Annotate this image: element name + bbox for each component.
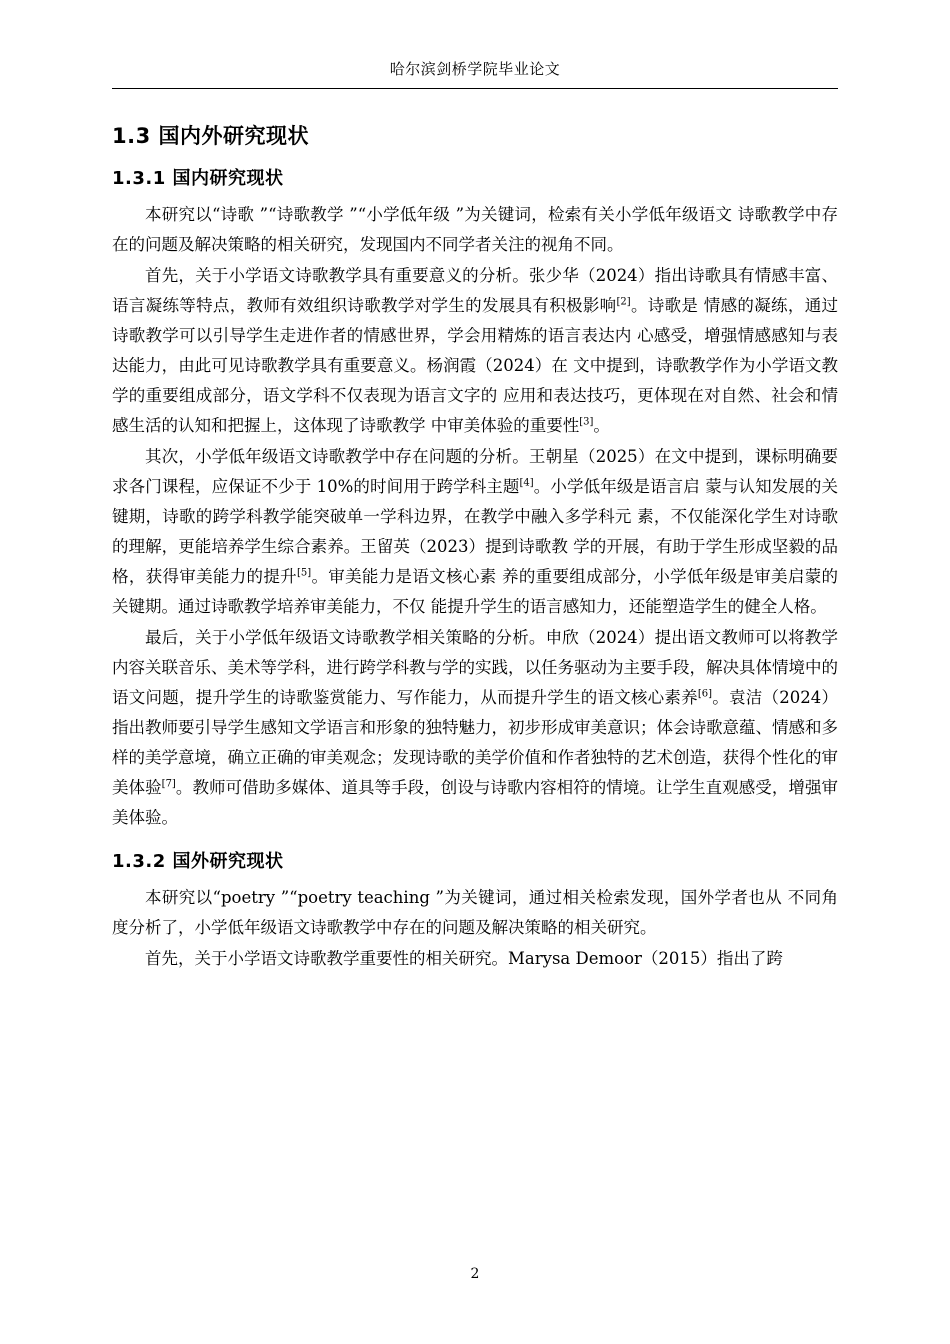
citation-ref-6: [6] xyxy=(697,688,713,700)
paragraph-4 xyxy=(112,623,838,833)
page-number: 2 xyxy=(470,1266,480,1282)
header-divider xyxy=(112,88,838,89)
paragraph-3-part-c: 。审美能力是语文核心素 养的重要组成部分，小学低年级是审美启蒙的关键期。通过诗歌教学培养审美能力，不仅 能提升学生的语言感知力，还能塑造学生的健全人格。 xyxy=(112,567,839,617)
page-content xyxy=(112,112,838,975)
citation-ref-7: [7] xyxy=(161,778,176,790)
paragraph-2-part-b: 。诗歌是 情感的凝练，通过诗歌教学可以引导学生走进作者的情感世界，学会用精炼的语言表达内 心感受，增强情感感知与表达能力，由此可见诗歌教学具有重要意义。杨润霞（2024）在 文中提到，诗歌教学作为小学语文教学的重要组成部分，语文学科不仅表现为语言文字的 应用和表达技巧，更体现在对自然、社会和情感生活的认知和把握上，这体现了诗歌教学 中审美体验的重要性 xyxy=(112,296,839,436)
paragraph-2 xyxy=(112,261,838,441)
paragraph-3 xyxy=(112,442,838,622)
paragraph-3-part-b: 。小学低年级是语言启 蒙与认知发展的关键期，诗歌的跨学科教学能突破单一学科边界，在教学中融入多学科元 素，不仅能深化学生对诗歌的理解，更能培养学生综合素养。王留英（2023）提到诗歌教 学的开展，有助于学生形成坚毅的品格，获得审美能力的提升 xyxy=(112,477,839,587)
paragraph-5: 本研究以“poetry ”“poetry teaching ”为关键词，通过相关检索发现，国外学者也从 不同角度分析了，小学低年级语文诗歌教学中存在的问题及解决策略的相关研究。 xyxy=(112,888,838,938)
citation-ref-3: [3] xyxy=(579,416,594,428)
section-heading-1-3-1: 1.3.1 国内研究现状 xyxy=(112,168,284,189)
citation-ref-2: [2] xyxy=(616,296,631,308)
citation-ref-4: [4] xyxy=(519,477,534,489)
running-header: 哈尔滨剑桥学院毕业论文 xyxy=(389,60,561,78)
paragraph-4-part-c: 。教师可借助多媒体、道具等手段，创设与诗歌内容相符的情境。让学生直观感受，增强审美体验。 xyxy=(112,778,839,828)
paragraph-6: 首先，关于小学语文诗歌教学重要性的相关研究。Marysa Demoor（2015）指出了跨 xyxy=(145,949,783,969)
citation-ref-5: [5] xyxy=(296,567,312,579)
paragraph-2-part-c: 。 xyxy=(593,416,610,436)
section-heading-1-3-2: 1.3.2 国外研究现状 xyxy=(112,851,284,873)
paragraph-4-part-a: 最后，关于小学低年级语文诗歌教学相关策略的分析。申欣（2024）提出语文教师可以将教学内容关联音乐、美术等学科，进行跨学科教与学的实践，以任务驱动为主要手段，解决具体情境中的语文问题，提升学生的诗歌鉴赏能力、写作能力，从而提升学生的语文核心素养 xyxy=(112,628,838,708)
paragraph-4-part-b: 。袁洁（2024）指出教师要引导学生感知文学语言和形象的独特魅力，初步形成审美意识；体会诗歌意蕴、情感和多样的美学意境，确立正确的审美观念；发现诗歌的美学价值和作者独特的艺术创造，获得个性化的审美体验 xyxy=(112,688,838,798)
paragraph-2-part-a: 首先，关于小学语文诗歌教学具有重要意义的分析。张少华（2024）指出诗歌具有情感丰富、语言凝练等特点，教师有效组织诗歌教学对学生的发展具有积极影响 xyxy=(112,266,838,316)
paragraph-3-part-a: 其次，小学低年级语文诗歌教学中存在问题的分析。王朝星（2025）在文中提到，课标明确要求各门课程，应保证不少于 10%的时间用于跨学科主题 xyxy=(112,447,838,497)
paragraph-1: 本研究以“诗歌 ”“诗歌教学 ”“小学低年级 ”为关键词，检索有关小学低年级语文 诗歌教学中存在的问题及解决策略的相关研究，发现国内不同学者关注的视角不同。 xyxy=(112,205,838,255)
section-heading-1-3: 1.3 国内外研究现状 xyxy=(112,124,310,148)
